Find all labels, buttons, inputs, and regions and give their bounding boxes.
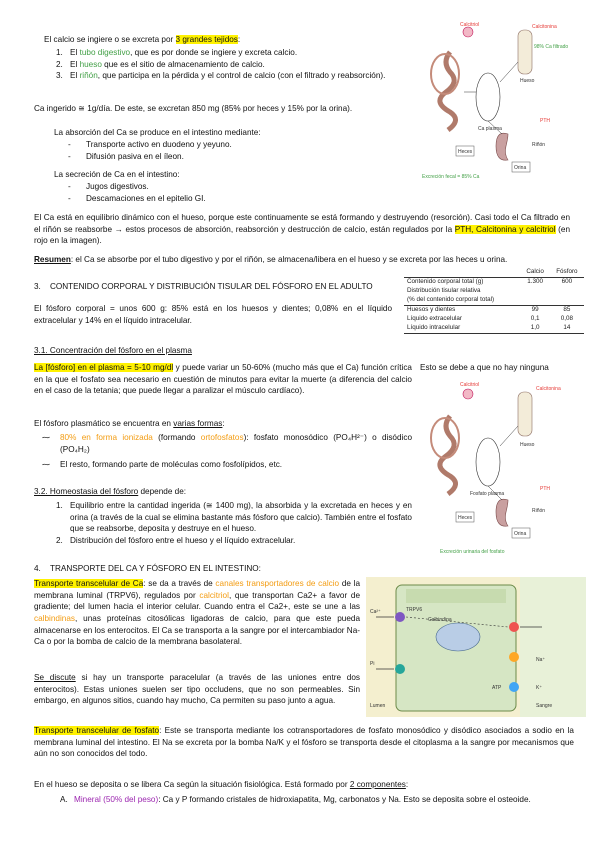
fig-label-calcitriol: Calcitriol (460, 382, 480, 388)
transport-key: canales transportadores de calcio (215, 579, 340, 588)
paragraph-text: (en rojo en la imagen). (34, 224, 570, 246)
heading-text: TRANSPORTE DEL CA Y FÓSFORO EN EL INTESTINO: (49, 564, 261, 573)
list-number: 1. (56, 501, 63, 510)
list-text: Difusión pasiva en el íleon. (86, 151, 184, 161)
list-item: - Difusión pasiva en el íleon. (68, 151, 184, 161)
blood-background (520, 577, 586, 717)
table-cell: Distribución tisular relativa (407, 286, 481, 294)
fig-label-filtered: 98% Ca filtrado (534, 44, 569, 50)
list-number: 3. (56, 71, 63, 81)
transport-text: : se da a través de (143, 579, 216, 588)
section-4-heading (34, 563, 404, 575)
table-header (404, 268, 520, 277)
list-text: que es el sitio de almacenamiento de calcio. (101, 59, 265, 69)
list-item (56, 794, 576, 806)
list-item (52, 47, 422, 59)
form-text: (formando (152, 433, 201, 442)
list-text: , que participa en la pérdida y el control de calcio (con el filtrado y reabsorción). (97, 71, 386, 81)
list-number: 2. (56, 59, 63, 69)
fig-label-calcitonina: Calcitonina (532, 24, 557, 30)
list-text: El (70, 59, 80, 69)
list-item: - Descamaciones en el epitelio GI. (68, 193, 206, 203)
list-text: Equilibrio entre la cantidad ingerida (≅ 1400 mg), la absorbida y la excretada en heces y en orina (a través de la cual se elimina bastante más fósforo que calcio). También entre el fosfato que se reabsorbe, deposita y destruye en el hueso. (70, 501, 412, 534)
fig-label-kidney: Riñón (532, 508, 546, 514)
list-text: Jugos digestivos. (86, 182, 149, 191)
heading-number: 3. (34, 282, 41, 291)
secretion-list (68, 181, 402, 204)
phosphorus-body: El fósforo corporal = unos 600 g: 85% está en los huesos y dientes; 0,08% en el líquido extracelular y 14% en el líquido intracelular. (34, 304, 392, 325)
absorb-title: La absorción del Ca se produce en el intestino mediante: (54, 128, 261, 137)
transport-key: calbindinas (34, 613, 75, 623)
list-item: ⁓ 80% en forma ionizada (formando ortofosfatos): fosfato monosódico (PO₄H²⁻) o disódico (PO₄H₂) (42, 433, 412, 454)
table-row (404, 296, 584, 305)
paracellular-text: si hay un transporte paracelular (a través de las uniones entre dos enterocitos). Estas uniones suelen ser tipo occludens, que no son permeables. Sin embargo, en algunos sitios, cuando hay mucho, Ca permiten su paso junto a agua. (34, 673, 360, 706)
fig-label-pth: PTH (540, 486, 550, 492)
transport-p-paragraph (34, 725, 574, 760)
forms-underlined: varias formas (173, 419, 223, 428)
bone-text: En el hueso se deposita o se libera Ca según la situación fisiológica. Está formado por (34, 780, 350, 789)
plasma-paragraph (34, 362, 412, 397)
fig-label-na: Na⁺ (536, 657, 546, 663)
paracellular-paragraph (34, 672, 360, 707)
list-number: A. (60, 795, 68, 804)
fig-label-k: K⁺ (536, 685, 542, 691)
heading-underlined: 3.2. Homeostasia del fósforo (34, 487, 139, 496)
bone-key: Mineral (50% del peso) (74, 795, 159, 804)
transport-p-highlight: Transporte transcelular de fosfato (34, 726, 160, 735)
fig-label-urine: Orina (514, 531, 527, 537)
list-text: Distribución del fósforo entre el hueso y el líquido extracelular. (70, 535, 296, 545)
list-item (52, 500, 412, 535)
table-cell: 1.300 (527, 277, 543, 285)
table-cell: 99 (531, 305, 539, 313)
plasma-forms-line (34, 418, 404, 430)
parathyroid-shape (463, 27, 473, 37)
list-item: - Jugos digestivos. (68, 182, 149, 191)
list-item: - Transporte activo en duodeno y yeyuno. (68, 140, 232, 149)
list-number: 2. (56, 535, 63, 545)
fig-label-calcitriol: Calcitriol (460, 22, 480, 28)
transport-text: , que transportan Ca2+ a favor de gradiente; del lumen hacia el interior celular. Cuando entra el Ca2+, este se une a las (34, 590, 360, 612)
list-number: 1. (56, 48, 63, 57)
list-text: Descamaciones en el epitelio GI. (86, 193, 206, 203)
fig-label-bone: Hueso (520, 78, 535, 84)
tissue-list (52, 47, 422, 82)
secretion-title: La secreción de Ca en el intestino: (54, 170, 180, 179)
calcium-homeostasis-figure (420, 22, 580, 182)
table-cell: (% del contenido corporal total) (407, 295, 495, 303)
transport-text: , unas proteínas citosólicas ligadoras de calcio, para que este pueda almacenarse en los enterocitos. El Ca se transporta a la sangre por el intercambiador Na-Ca o por la bomba de calcio de la membrana basolateral. (34, 613, 360, 647)
subsection-3-1-heading: 3.1. Concentración del fósforo en el plasma (34, 346, 192, 355)
bone-line (34, 779, 574, 791)
intro-highlight: 3 grandes tejidos (175, 35, 238, 44)
intro-text: El calcio se ingiere o se excreta por (44, 35, 176, 44)
fig-label-plasma: Fosfato plasma (470, 491, 505, 497)
table-cell: 600 (561, 277, 573, 285)
fig-label-pth: PTH (540, 118, 550, 124)
table-cell: Huesos y dientes (407, 305, 456, 313)
heading-text: CONTENIDO CORPORAL Y DISTRIBUCIÓN TISULAR DEL FÓSFORO EN EL ADULTO (49, 282, 373, 291)
list-item (52, 59, 422, 71)
table-cell: 85 (563, 305, 571, 313)
fig-label-excretion: Excreción urinaria del fosfato (440, 549, 505, 555)
table-row (404, 287, 584, 296)
form-key: 80% en forma ionizada (60, 433, 153, 442)
fig-label-feces: Heces (458, 149, 473, 155)
list-key: riñón (79, 71, 98, 81)
intestinal-transport-figure (366, 577, 586, 717)
fig-label-urine: Orina (514, 165, 527, 171)
list-text: El (70, 48, 80, 57)
list-text: El (70, 71, 80, 81)
heading-number: 4. (34, 564, 41, 573)
list-item: ⁓ El resto, formando parte de moléculas como fosfolípidos, etc. (42, 460, 283, 470)
intro-line (44, 34, 384, 46)
fig-label-atp: ATP (492, 685, 502, 691)
transport-p-text: : Este se transporta mediante los cotransportadores de fosfato monosódico y disódico asociados a sodio en la membrana luminal del intestino. El Na se excreta por la bomba Na/K y el fósforo se transporta desde el citoplasma a la sangre por mecanismos que aún no son conocidos del todo. (34, 726, 574, 759)
list-item (52, 70, 422, 82)
table-cell: Contenido corporal total (g) (407, 277, 484, 285)
nucleus-shape (436, 623, 480, 651)
table-header: Calcio (526, 268, 544, 275)
table-cell: 0,08 (560, 314, 574, 322)
fig-label-lumen: Lumen (370, 703, 386, 709)
list-item (52, 535, 412, 547)
list-text: , que es por donde se ingiere y excreta calcio. (130, 48, 298, 57)
phosphate-homeostasis-figure (420, 382, 580, 557)
summary-text: : el Ca se absorbe por el tubo digestivo y por el riñón, se almacena/libera en el hueso y se excreta por las heces u orina. (70, 255, 508, 264)
fig-label-kidney: Riñón (532, 142, 546, 148)
paragraph-text: El Ca está en equilibrio dinámico con el hueso, porque este continuamente se está formando y destruyendo (resorción). Casi todo el Ca filtrado en el riñón se reabsorbe → estos procesos de absorción, reabsorción y destrucción de calcio, están regulados por la (34, 213, 570, 234)
table-header-row (404, 268, 584, 277)
calcium-pump (509, 622, 519, 632)
paracellular-underlined: Se discute (34, 673, 76, 682)
fig-label-calbindin: Calbindina (428, 617, 452, 623)
table-row (404, 305, 584, 314)
fig-label-blood: Sangre (536, 703, 553, 709)
plasma-pool-shape (476, 73, 500, 121)
ingest-text: Ca ingerido ≅ 1g/día. De este, se excretan 850 mg (85% por heces y 15% por la orina). (34, 104, 353, 113)
fig-label-ca: Ca²⁺ (370, 609, 381, 615)
na-k-pump (509, 682, 519, 692)
phosphate-cotransporter (395, 664, 405, 674)
forms-text: : (222, 419, 225, 428)
fig-label-excretion: Excreción fecal = 85% Ca (422, 174, 480, 180)
list-key: tubo digestivo (79, 48, 131, 57)
intro-colon: : (237, 35, 241, 44)
forms-text: El fósforo plasmático se encuentra en (34, 419, 174, 428)
list-key: hueso (79, 59, 102, 69)
transport-ca-paragraph (34, 578, 360, 648)
list-text: Transporte activo en duodeno y yeyuno. (86, 140, 232, 149)
table-row (404, 315, 584, 324)
bone-list (56, 794, 576, 806)
fig-label-bone: Hueso (520, 442, 535, 448)
heading-text: depende de: (138, 487, 187, 496)
fig-label-pi: Pi (370, 661, 375, 667)
bone-shape (518, 30, 532, 74)
plasma-side-note: Esto se debe a que no hay ninguna (420, 363, 549, 372)
subsection-3-2-heading (34, 486, 334, 498)
summary-paragraph (34, 254, 574, 266)
fig-label-calcitonina: Calcitonina (536, 386, 561, 392)
fig-label-feces: Heces (458, 515, 473, 521)
table-header: Fósforo (556, 268, 578, 275)
table-cell: 14 (563, 323, 571, 331)
equilibrium-paragraph (34, 212, 570, 247)
forms-list (42, 432, 412, 471)
paragraph-highlight: PTH, Calcitonina y calcitriol (454, 224, 556, 234)
plasma-highlight: La [fósforo] en el plasma = 5-10 mg/dl (34, 363, 174, 372)
transport-text: de la membrana luminal (TRPV6), regulados por (34, 579, 360, 600)
form-sub: ortofosfatos (200, 433, 244, 442)
fig-label-plasma: Ca plasma (478, 126, 502, 132)
na-ca-exchanger (509, 652, 519, 662)
table-cell: 1,0 (530, 323, 540, 331)
table-cell: Líquido extracelular (407, 314, 462, 322)
bone-text: : (405, 780, 409, 789)
bone-underlined: 2 componentes (349, 780, 406, 789)
plasma-text: y puede variar un 50-60% (mucho más que el Ca) función crítica en la que el fosfato sea necesario en cuestión de minutos para evitar la muerte (a diferencia del calcio en el caso de la tetania; que puede llegar a paralizar el músculo cardíaco). (34, 363, 412, 396)
transport-key: calcitriol (199, 590, 229, 600)
kidney-shape (496, 133, 508, 160)
table-row (404, 277, 584, 286)
fig-label-trpv6: TRPV6 (406, 607, 423, 613)
homeostasis-list (52, 500, 412, 547)
table-row (404, 324, 584, 333)
absorb-list (68, 139, 402, 162)
summary-label: Resumen (34, 255, 71, 264)
trpv6-channel (395, 612, 405, 622)
form-text: ): fosfato monosódico (PO₄H²⁻) o disódico (PO₄H₂) (60, 433, 412, 454)
form-text: El resto, formando parte de moléculas como fosfolípidos, etc. (60, 460, 283, 470)
table-cell: 0,1 (530, 314, 540, 322)
table-cell: Líquido intracelular (407, 323, 461, 331)
transport-highlight: Transporte transcelular de Ca (34, 579, 144, 588)
section-3-heading (34, 281, 404, 293)
distribution-table (404, 268, 584, 334)
list-text: : Ca y P formando cristales de hidroxiapatita, Mg, carbonatos y Na. Esto se deposita sobre el osteoide. (158, 795, 531, 804)
